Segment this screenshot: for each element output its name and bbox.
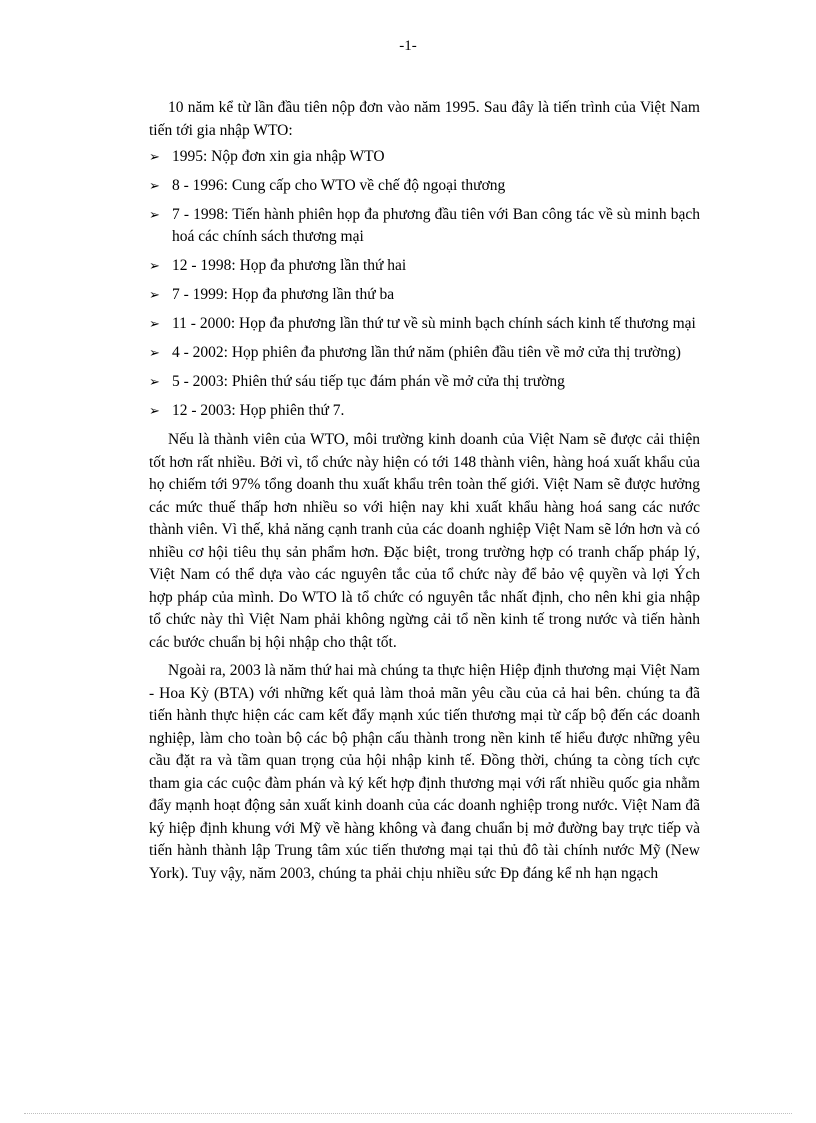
list-item [149,371,700,393]
list-item-text: 7 - 1998: Tiến hành phiên họp đa phương đầu tiên với Ban công tác về sù minh bạch hoá các chính sách thương mại [172,206,700,245]
list-item [149,284,700,306]
body-paragraph: Nếu là thành viên của WTO, môi trường kinh doanh của Việt Nam sẽ được cải thiện tốt hơn rất nhiều. Bởi vì, tổ chức này hiện có tới 148 thành viên, hàng hoá xuất khẩu của họ chiếm tới 97% tổng doanh thu xuất khẩu trên toàn thế giới. Việt Nam sẽ được hưởng các mức thuế thấp hơn nhiều so với hiện nay khi xuất khẩu hàng hoá sang các nước thành viên. Vì thế, khả năng cạnh tranh của các doanh nghiệp Việt Nam sẽ lớn hơn và có nhiều cơ hội tiêu thụ sản phẩm hơn. Đặc biệt, trong trường hợp có tranh chấp pháp lý, Việt Nam có thể dựa vào các nguyên tắc của tổ chức này để bảo vệ quyền và lợi Ých hợp pháp của mình. Do WTO là tổ chức có nguyên tắc nhất định, cho nên khi gia nhập tổ chức này thì Việt Nam phải không ngừng cải tổ nền kinh tế trong nước và tiến hành các bước chuẩn bị hội nhập cho thật tốt. [149,431,700,651]
list-item [149,400,700,422]
intro-paragraph: 10 năm kể từ lần đầu tiên nộp đơn vào năm 1995. Sau đây là tiến trình của Việt Nam tiến tới gia nhập WTO: [149,99,700,139]
document-body [149,97,700,889]
list-item [149,204,700,248]
arrow-bullet-icon: ➢ [149,345,160,360]
list-item [149,342,700,364]
list-item-text: 8 - 1996: Cung cấp cho WTO về chế độ ngoại thương [172,177,506,194]
arrow-bullet-icon: ➢ [149,403,160,418]
list-item [149,146,700,168]
arrow-bullet-icon: ➢ [149,149,160,164]
body-paragraph: Ngoài ra, 2003 là năm thứ hai mà chúng ta thực hiện Hiệp định thương mại Việt Nam - Hoa Kỳ (BTA) với những kết quả làm thoả mãn yêu cầu của cả hai bên. chúng ta đã tiến hành thực hiện các cam kết đẩy mạnh xúc tiến thương mại từ cấp bộ đến các doanh nghiệp, làm cho toàn bộ các bộ phận cấu thành trong nền kinh tế hiểu được những yêu cầu đặt ra và tầm quan trọng của hội nhập kinh tế. Đồng thời, chúng ta còng tích cực tham gia các cuộc đàm phán và ký kết hợp định thương mại với rất nhiều quốc gia nhằm đẩy mạnh hoạt động sản xuất kinh doanh của các doanh nghiệp trong nước. Việt Nam đã ký hiệp định khung với Mỹ về hàng không và đang chuẩn bị mở đường bay trực tiếp và tiến hành thành lập Trung tâm xúc tiến thương mại tại thủ đô tài chính nước Mỹ (New York). Tuy vậy, năm 2003, chúng ta phải chịu nhiều sức Ðp đáng kể nh hạn ngạch [149,662,700,882]
page-bottom-divider [24,1113,792,1114]
arrow-bullet-icon: ➢ [149,258,160,273]
list-item [149,175,700,197]
arrow-bullet-icon: ➢ [149,178,160,193]
list-item [149,255,700,277]
list-item-text: 11 - 2000: Họp đa phương lần thứ tư về sù minh bạch chính sách kinh tế thương mại [172,315,696,332]
list-item-text: 12 - 1998: Họp đa phương lần thứ hai [172,257,407,274]
list-item-text: 7 - 1999: Họp đa phương lần thứ ba [172,286,395,303]
page-number: -1- [399,38,417,54]
arrow-bullet-icon: ➢ [149,207,160,222]
arrow-bullet-icon: ➢ [149,374,160,389]
list-item-text: 5 - 2003: Phiên thứ sáu tiếp tục đám phán về mở cửa thị trường [172,373,565,390]
timeline-list [149,146,700,422]
list-item-text: 4 - 2002: Họp phiên đa phương lần thứ năm (phiên đầu tiên về mở cửa thị trường) [172,344,681,361]
list-item-text: 12 - 2003: Họp phiên thứ 7. [172,402,345,419]
arrow-bullet-icon: ➢ [149,316,160,331]
arrow-bullet-icon: ➢ [149,287,160,302]
list-item [149,313,700,335]
list-item-text: 1995: Nộp đơn xin gia nhập WTO [172,148,385,165]
